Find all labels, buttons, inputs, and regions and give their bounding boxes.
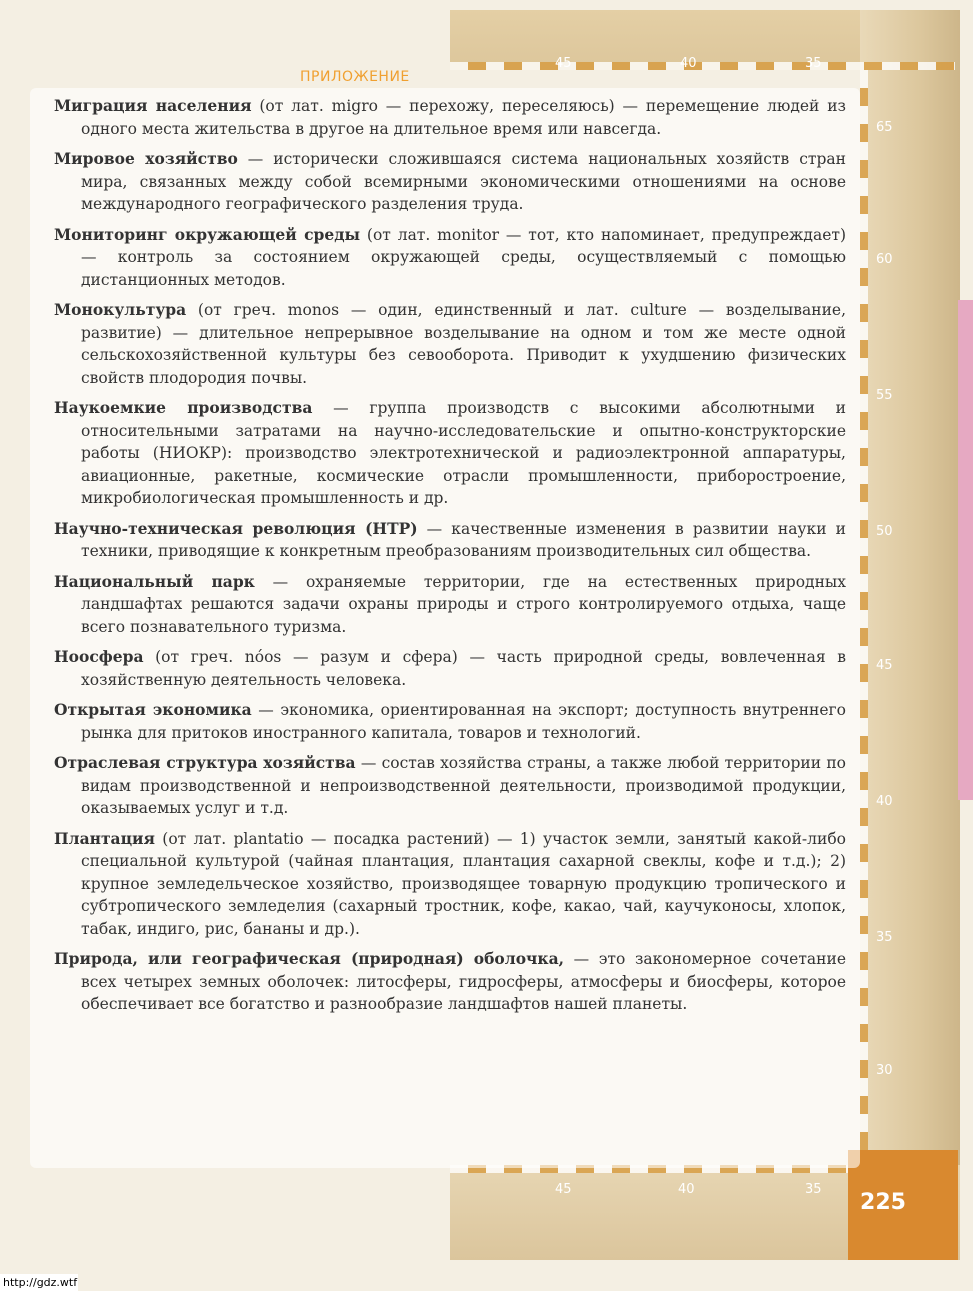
glossary-entry bbox=[54, 828, 846, 941]
map-scale-top bbox=[450, 62, 955, 70]
map-label: 60 bbox=[876, 252, 893, 267]
glossary-term: Монокультура bbox=[54, 300, 187, 319]
glossary-definition: (от лат. migro — перехожу, переселяюсь) — перемещение людей из одного места жительства в другое на длительное время или навсегда. bbox=[81, 97, 847, 138]
glossary-definition: — группа производств с высокими абсолютными и относительными затратами на научно-исследовательские и опытно-конструкторские работы (НИОКР): производство электротехнической и радиоэлектронной аппаратуры, авиационные, ракетные, космические отрасли промышленности, приборостроение, микробиологическая промышленность и др. bbox=[81, 399, 847, 507]
page-number: 225 bbox=[860, 1190, 906, 1215]
glossary-definition: — исторически сложившаяся система национальных хозяйств стран мира, связанных между собой всемирными экономическими отношениями на основе международного географического разделения труда. bbox=[81, 150, 847, 213]
glossary-term: Отраслевая структура хозяйства bbox=[54, 753, 356, 772]
glossary-entry bbox=[54, 571, 846, 639]
glossary-term: Национальный парк bbox=[54, 571, 255, 591]
map-label: 45 bbox=[555, 1182, 572, 1197]
map-label: 45 bbox=[876, 658, 893, 673]
glossary-list bbox=[54, 95, 846, 1024]
glossary-entry bbox=[54, 397, 846, 510]
glossary-definition: (от греч. monos — один, единственный и лат. culture — возделывание, развитие) — длительное непрерывное возделывание на одном и том же месте одной сельскохозяйственной культуры без севооборота. Приводит к ухудшению физических свойств плодородия почвы. bbox=[81, 301, 846, 387]
map-label: 35 bbox=[805, 56, 822, 71]
map-label: 40 bbox=[678, 1182, 695, 1197]
map-label: 40 bbox=[680, 56, 697, 71]
map-label: 55 bbox=[876, 388, 893, 403]
glossary-term: Природа, или географическая (природная) оболочка, bbox=[54, 949, 565, 968]
glossary-entry bbox=[54, 299, 846, 389]
glossary-entry bbox=[54, 646, 846, 691]
glossary-definition: — охраняемые территории, где на естественных природных ландшафтах решаются задачи охраны природы и строго контролируемого отдыха, чаще всего познавательного туризма. bbox=[81, 572, 846, 636]
glossary-term: Мониторинг окружающей среды bbox=[54, 224, 361, 244]
glossary-entry bbox=[54, 148, 846, 216]
page-edge-strip bbox=[958, 300, 973, 800]
glossary-entry bbox=[54, 518, 846, 563]
glossary-term: Наукоемкие производства bbox=[54, 398, 313, 417]
map-label: 35 bbox=[805, 1182, 822, 1197]
glossary-definition: — это закономерное сочетание всех четырех земных оболочек: литосферы, гидросферы, атмосферы и биосферы, которое обеспечивает все богатство и разнообразие ландшафтов нашей планеты. bbox=[81, 950, 847, 1013]
map-label: 30 bbox=[876, 1063, 893, 1078]
glossary-term: Мировое хозяйство bbox=[54, 149, 238, 168]
glossary-definition: (от лат. plantatio — посадка растений) — 1) участок земли, занятый какой-либо специальной культурой (чайная плантация, плантация сахарной свеклы, кофе и т.д.); 2) крупное земледельческое хозяйство, производящее товарную продукцию тропического и субтропического земледелия (сахарный тростник, кофе, какао, чай, каучуконосы, хлопок, табак, индиго, рис, бананы и др.). bbox=[81, 829, 846, 938]
map-label: 40 bbox=[876, 794, 893, 809]
watermark-link[interactable]: http://gdz.wtf bbox=[0, 1274, 78, 1291]
map-label: 50 bbox=[876, 524, 893, 539]
glossary-term: Научно-техническая революция (НТР) bbox=[54, 518, 418, 538]
map-label: 45 bbox=[555, 56, 572, 71]
map-label: 65 bbox=[876, 120, 893, 135]
map-scale-right bbox=[860, 70, 868, 1150]
glossary-entry bbox=[54, 699, 846, 744]
decorative-map-right bbox=[860, 10, 960, 1260]
glossary-entry bbox=[54, 948, 846, 1016]
glossary-entry bbox=[54, 224, 846, 292]
glossary-definition: (от лат. monitor — тот, кто напоминает, предупреждает) — контроль за состоянием окружающей среды, осуществляемый с помощью дистанционных методов. bbox=[81, 225, 847, 289]
glossary-term: Миграция населения bbox=[54, 96, 252, 115]
glossary-term: Открытая экономика bbox=[54, 700, 252, 719]
glossary-entry bbox=[54, 752, 846, 820]
glossary-term: Ноосфера bbox=[54, 647, 144, 666]
map-label: 35 bbox=[876, 930, 893, 945]
glossary-term: Плантация bbox=[54, 828, 155, 848]
glossary-definition: — состав хозяйства страны, а также любой территории по видам производственной и непроизводственной деятельности, производимой продукции, оказываемых услуг и т.д. bbox=[81, 754, 846, 817]
glossary-definition: — качественные изменения в развитии науки и техники, приводящие к конкретным преобразованиям производительных сил общества. bbox=[81, 519, 846, 560]
glossary-entry bbox=[54, 95, 846, 140]
section-header: ПРИЛОЖЕНИЕ bbox=[300, 69, 410, 85]
glossary-definition: (от греч. nóos — разум и сфера) — часть природной среды, вовлеченная в хозяйственную деятельность человека. bbox=[81, 648, 846, 689]
glossary-definition: — экономика, ориентированная на экспорт; доступность внутреннего рынка для притоков иностранного капитала, товаров и технологий. bbox=[81, 701, 846, 742]
